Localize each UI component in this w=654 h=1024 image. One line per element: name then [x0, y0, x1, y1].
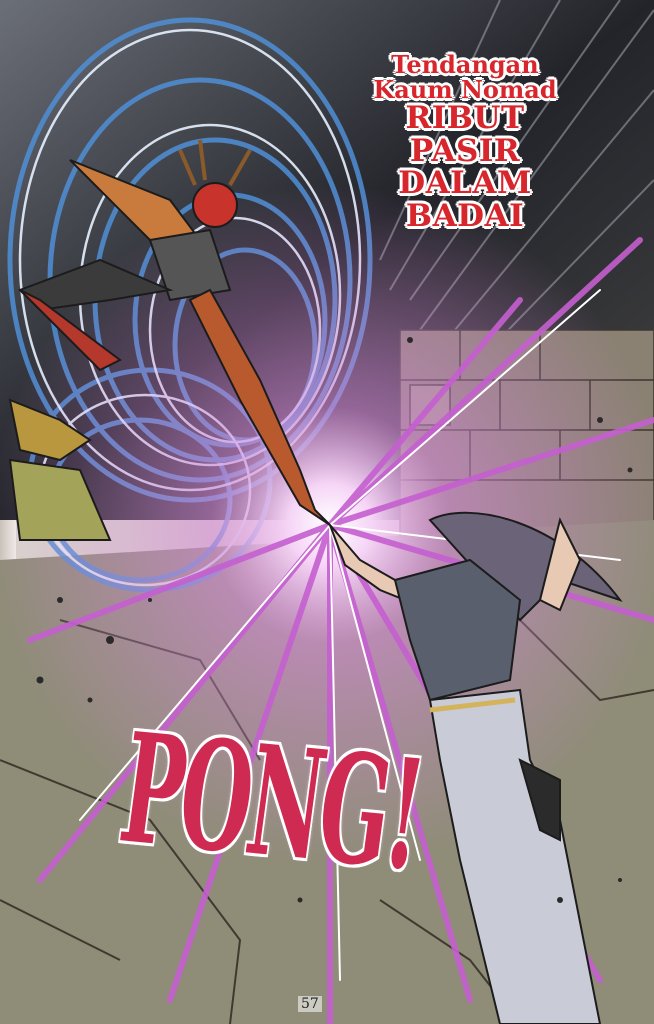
caption-line-1: Tendangan: [391, 50, 539, 79]
caption-line-6: BADAI: [405, 198, 525, 235]
caption-line-3: RIBUT: [405, 100, 525, 137]
caption-line-2: Kaum Nomad: [373, 75, 557, 105]
sound-effect-text: [110, 700, 260, 902]
page-number: 57: [298, 996, 322, 1012]
caption-line-5: DALAM: [398, 165, 532, 202]
caption-line-4: PASIR: [409, 132, 521, 169]
technique-name-caption: [340, 52, 590, 233]
